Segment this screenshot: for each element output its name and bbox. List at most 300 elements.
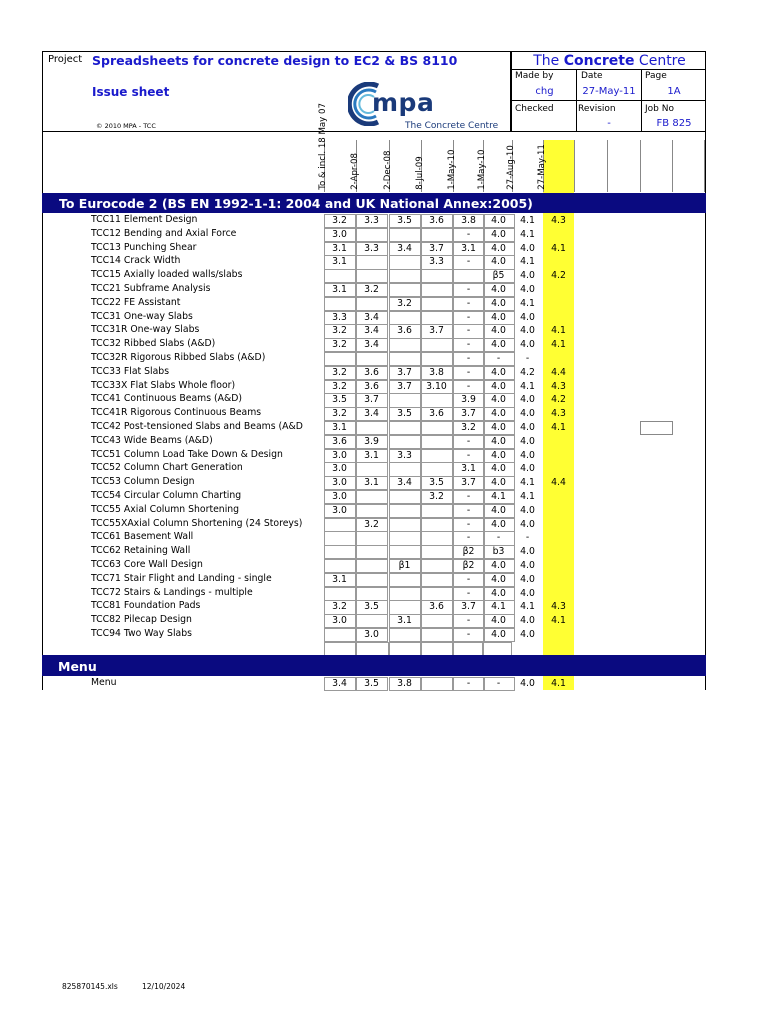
cell-value: 3.3	[332, 311, 347, 323]
row-label: TCC32R Rigorous Ribbed Slabs (A&D)	[91, 352, 266, 363]
column-header-text: 1-May-10	[447, 149, 458, 190]
logo-caption: The Concrete Centre	[405, 121, 499, 131]
cell-value: 4.0	[491, 449, 506, 461]
cell-value: 4.0	[491, 463, 506, 475]
column-header	[506, 140, 536, 192]
table-cell	[324, 642, 356, 656]
table-cell	[324, 628, 356, 642]
table-right-border	[705, 132, 706, 690]
cell-value: 4.0	[520, 678, 535, 689]
cell-value: 4.0	[491, 325, 506, 337]
table-cell	[421, 614, 453, 628]
cell-value: 3.2	[364, 518, 379, 530]
column-header	[477, 140, 507, 192]
cell-value: 4.1	[520, 491, 535, 502]
cell-value: 4.0	[520, 435, 535, 447]
cell-value: -	[466, 491, 471, 502]
made-by-label: Made by	[515, 71, 554, 81]
section-band-menu: Menu	[42, 655, 706, 676]
row-label: TCC22 FE Assistant	[91, 296, 181, 308]
cell-value: 3.0	[332, 504, 347, 516]
cell-value: 4.0	[520, 504, 535, 516]
table-cell	[421, 421, 453, 435]
table-cell	[389, 545, 421, 559]
cell-value: 4.0	[491, 587, 506, 599]
table-cell	[324, 587, 356, 601]
cell-value: -	[466, 311, 471, 323]
cell-value: β2	[462, 546, 475, 558]
cell-value: 4.0	[520, 311, 535, 323]
table-cell	[356, 573, 388, 587]
table-cell	[389, 531, 421, 545]
column-header	[350, 140, 380, 192]
table-cell	[421, 283, 453, 297]
column-rule	[704, 140, 705, 192]
table-cell	[421, 297, 453, 311]
table-cell	[421, 311, 453, 325]
cell-value: 3.2	[397, 297, 412, 309]
row-label: TCC71 Stair Flight and Landing - single	[91, 572, 272, 584]
cell-value: 3.0	[332, 615, 347, 627]
table-cell	[389, 255, 421, 269]
cell-value: 3.1	[332, 573, 347, 585]
cell-value: 4.4	[551, 366, 566, 378]
row-label: TCC32 Ribbed Slabs (A&D)	[91, 338, 216, 350]
cell-value: 3.7	[461, 408, 476, 420]
cell-value: -	[466, 339, 471, 351]
table-cell	[324, 545, 356, 559]
table-cell	[421, 269, 453, 283]
table-cell	[389, 311, 421, 325]
row-label: TCC42 Post-tensioned Slabs and Beams (A&D	[91, 421, 303, 432]
column-header-text: 8-Jul-09	[415, 156, 426, 190]
cell-value: 3.7	[397, 380, 412, 392]
cell-value: -	[466, 504, 471, 516]
cell-value: 3.6	[332, 435, 347, 447]
cell-value: -	[496, 678, 501, 689]
cell-value: -	[466, 366, 471, 378]
job-label: Job No	[645, 104, 674, 114]
cell-value: 4.0	[491, 242, 506, 254]
row-label: TCC63 Core Wall Design	[91, 559, 203, 570]
table-cell	[389, 393, 421, 407]
table-cell	[389, 587, 421, 601]
copyright: © 2010 MPA - TCC	[96, 122, 156, 130]
column-rule	[672, 140, 673, 192]
cell-value: -	[496, 532, 501, 544]
column-rule	[607, 140, 608, 192]
table-cell	[421, 338, 453, 352]
cell-value: 3.3	[397, 449, 412, 461]
cell-value: 4.3	[551, 408, 566, 420]
table-cell	[356, 559, 388, 573]
cell-value: -	[466, 256, 471, 268]
table-cell	[356, 255, 388, 269]
table-cell	[421, 228, 453, 242]
cell-value: 4.0	[520, 325, 535, 337]
cell-value: 3.5	[364, 678, 379, 689]
cell-value: -	[496, 353, 501, 364]
cell-value: 4.0	[520, 422, 535, 433]
row-label: TCC43 Wide Beams (A&D)	[91, 434, 213, 446]
cell-value: -	[466, 615, 471, 627]
cell-value: 4.0	[491, 573, 506, 585]
table-cell	[356, 642, 389, 656]
column-header	[383, 140, 413, 192]
cell-value: 3.4	[364, 408, 379, 420]
cell-value: 4.0	[491, 504, 506, 516]
table-cell	[389, 435, 421, 449]
cell-value: 3.2	[332, 366, 347, 378]
cell-value: 3.2	[364, 284, 379, 295]
cell-value: 4.0	[491, 408, 506, 420]
table-cell	[389, 462, 421, 476]
cell-value: 3.7	[461, 477, 476, 489]
cell-value: 3.6	[364, 366, 379, 378]
cell-value: 4.0	[491, 256, 506, 268]
cell-value: 3.0	[332, 491, 347, 502]
cell-value: -	[466, 353, 471, 364]
date-label: Date	[581, 71, 603, 81]
row-label: TCC51 Column Load Take Down & Design	[91, 448, 283, 460]
cell-value: 4.1	[520, 215, 535, 226]
cell-value: 3.1	[332, 256, 347, 268]
footer-filename: 825870145.xls	[62, 982, 118, 991]
cell-value: 4.0	[520, 408, 535, 420]
cell-value: 3.7	[364, 394, 379, 406]
cell-value: 3.6	[429, 601, 444, 613]
cell-value: 3.2	[332, 408, 347, 420]
table-cell	[324, 269, 356, 283]
row-label: TCC72 Stairs & Landings - multiple	[91, 586, 253, 598]
cell-value: 4.0	[491, 297, 506, 309]
table-cell	[389, 518, 421, 532]
cell-value: 3.6	[429, 408, 444, 420]
cell-value: 3.10	[426, 380, 447, 392]
row-label: TCC13 Punching Shear	[91, 241, 197, 253]
table-cell	[324, 352, 356, 366]
table-cell	[356, 545, 388, 559]
table-cell	[389, 642, 421, 656]
row-label: TCC82 Pilecap Design	[91, 614, 192, 626]
cell-value: 3.2	[332, 380, 347, 392]
cell-value: 3.6	[364, 380, 379, 392]
table-cell	[389, 269, 421, 283]
cell-value: 4.0	[520, 339, 535, 351]
cell-value: 3.4	[364, 339, 379, 351]
cell-value: 4.0	[520, 449, 535, 461]
cell-value: 3.5	[364, 601, 379, 613]
row-label: Menu	[91, 677, 117, 688]
cell-value: -	[466, 228, 471, 240]
row-label: TCC21 Subframe Analysis	[91, 283, 211, 294]
cell-value: 3.0	[332, 449, 347, 461]
cell-value: 4.0	[520, 242, 535, 254]
cell-value: 3.4	[364, 311, 379, 323]
cell-value: 4.0	[520, 615, 535, 627]
project-label: Project	[48, 54, 83, 65]
row-label: TCC94 Two Way Slabs	[91, 628, 192, 639]
cell-value: 4.0	[491, 228, 506, 240]
cell-value: 4.0	[491, 422, 506, 433]
cell-value: 4.1	[520, 380, 535, 392]
brand-title: The Concrete Centre	[533, 53, 686, 69]
cell-value: 4.0	[491, 518, 506, 530]
checked-label: Checked	[515, 104, 554, 114]
table-cell	[389, 628, 421, 642]
cell-value: 3.7	[397, 366, 412, 378]
cell-value: 3.3	[364, 242, 379, 254]
cell-value: 3.7	[461, 601, 476, 613]
job-value: FB 825	[656, 118, 692, 129]
table-cell	[421, 435, 453, 449]
table-cell	[421, 449, 453, 463]
cell-value: 4.3	[551, 601, 566, 613]
cell-value: 3.0	[364, 629, 379, 640]
row-label: TCC41 Continuous Beams (A&D)	[91, 393, 243, 405]
cell-value: -	[466, 573, 471, 585]
cell-value: 4.0	[491, 394, 506, 406]
table-cell	[421, 642, 453, 656]
table-cell	[356, 228, 388, 242]
row-label: TCC55XAxial Column Shortening (24 Storeys)	[91, 517, 303, 529]
cell-value: -	[466, 587, 471, 599]
table-cell	[356, 421, 388, 435]
table-cell	[421, 352, 453, 366]
table-cell	[389, 504, 421, 518]
table-cell	[324, 518, 356, 532]
cell-value: 4.2	[520, 366, 535, 378]
page-value: 1A	[667, 86, 681, 97]
column-header	[537, 140, 567, 192]
cell-value: 4.0	[491, 366, 506, 378]
column-header-text: 2-Apr-08	[350, 153, 361, 190]
cell-value: 3.6	[429, 215, 444, 226]
date-value: 27-May-11	[582, 86, 636, 97]
cell-value: 4.1	[491, 491, 506, 502]
cell-value: 3.2	[332, 339, 347, 351]
cell-value: 4.0	[520, 546, 535, 558]
cell-value: -	[466, 435, 471, 447]
header-rule	[511, 69, 706, 70]
cell-value: 3.7	[429, 242, 444, 254]
row-label: TCC33 Flat Slabs	[91, 365, 170, 377]
empty-input-box[interactable]	[640, 421, 673, 435]
revision-value: -	[607, 118, 611, 129]
cell-value: 4.2	[551, 394, 566, 406]
table-cell	[421, 573, 453, 587]
cell-value: 3.1	[461, 242, 476, 254]
cell-value: 3.4	[397, 477, 412, 489]
cell-value: 4.0	[520, 394, 535, 406]
table-cell	[324, 297, 356, 311]
cell-value: 4.0	[491, 560, 506, 571]
table-cell	[421, 531, 453, 545]
cell-value: 4.3	[551, 215, 566, 226]
table-cell	[453, 269, 485, 283]
cell-value: 4.0	[520, 629, 535, 640]
cell-value: 3.8	[397, 678, 412, 689]
cell-value: 3.2	[332, 601, 347, 613]
column-header-text: 2-Dec-08	[383, 150, 394, 190]
cell-value: 4.1	[520, 601, 535, 613]
table-cell	[453, 642, 483, 656]
cell-value: 3.1	[461, 463, 476, 475]
row-label: TCC55 Axial Column Shortening	[91, 503, 240, 515]
cell-value: -	[525, 353, 530, 364]
row-label: TCC61 Basement Wall	[91, 531, 194, 543]
row-label: TCC81 Foundation Pads	[91, 600, 201, 612]
header-divider	[510, 51, 512, 132]
cell-value: 4.0	[491, 615, 506, 627]
section-band-ec2: To Eurocode 2 (BS EN 1992-1-1: 2004 and UK National Annex:2005)	[42, 193, 706, 213]
cell-value: 4.0	[491, 284, 506, 295]
cell-value: 3.0	[332, 228, 347, 240]
cell-value: 3.4	[397, 242, 412, 254]
cell-value: 4.1	[551, 678, 566, 689]
cell-value: 3.0	[332, 477, 347, 489]
cell-value: 3.6	[397, 325, 412, 337]
cell-value: 4.1	[520, 228, 535, 240]
table-cell	[356, 587, 388, 601]
column-header-text: 27-Aug-10	[506, 145, 517, 190]
table-cell	[389, 228, 421, 242]
cell-value: 3.9	[461, 394, 476, 406]
cell-value: 4.0	[520, 463, 535, 475]
cell-value: 4.0	[520, 560, 535, 571]
cell-value: 3.3	[364, 215, 379, 226]
cell-value: 4.1	[551, 615, 566, 627]
cell-value: 4.0	[520, 518, 535, 530]
cell-value: 3.8	[429, 366, 444, 378]
row-label: TCC54 Circular Column Charting	[91, 490, 242, 501]
table-cell	[389, 283, 421, 297]
cell-value: 3.8	[461, 215, 476, 226]
row-label: TCC15 Axially loaded walls/slabs	[91, 269, 243, 281]
table-cell	[389, 573, 421, 587]
cell-value: 3.5	[397, 215, 412, 226]
header-rule	[511, 100, 706, 101]
cell-value: -	[466, 284, 471, 295]
cell-value: 3.1	[332, 422, 347, 433]
table-cell	[421, 462, 453, 476]
table-cell	[483, 642, 512, 656]
made-by-value: chg	[535, 86, 554, 97]
row-label: TCC12 Bending and Axial Force	[91, 227, 237, 239]
project-title: Spreadsheets for concrete design to EC2 & BS 8110	[92, 53, 458, 68]
issue-sheet-title: Issue sheet	[92, 85, 170, 99]
table-cell	[356, 269, 388, 283]
table-cell	[356, 462, 388, 476]
table-cell	[389, 338, 421, 352]
cell-value: -	[466, 532, 471, 544]
table-cell	[421, 559, 453, 573]
table-cell	[421, 504, 453, 518]
cell-value: -	[466, 380, 471, 392]
cell-value: 3.7	[429, 325, 444, 337]
cell-value: 4.1	[520, 477, 535, 489]
cell-value: 3.0	[332, 463, 347, 475]
footer-date: 12/10/2024	[142, 982, 186, 991]
table-cell	[389, 352, 421, 366]
logo-mpa-text: mpa	[372, 88, 435, 117]
cell-value: -	[466, 297, 471, 309]
row-label: TCC14 Crack Width	[91, 255, 181, 267]
cell-value: 4.2	[551, 270, 566, 282]
cell-value: 4.0	[491, 215, 506, 226]
table-cell	[356, 297, 388, 311]
cell-value: 4.0	[491, 339, 506, 351]
column-header	[318, 103, 348, 192]
cell-value: 4.3	[551, 380, 566, 392]
table-left-border	[42, 132, 43, 690]
table-cell	[421, 677, 453, 691]
table-cell	[356, 490, 388, 504]
cell-value: 3.2	[429, 491, 444, 502]
column-header	[447, 140, 477, 192]
table-cell	[389, 600, 421, 614]
cell-value: 3.4	[332, 678, 347, 689]
cell-value: 3.9	[364, 435, 379, 447]
cell-value: 4.1	[520, 256, 535, 268]
row-label: TCC62 Retaining Wall	[91, 545, 191, 557]
cell-value: 4.0	[520, 573, 535, 585]
cell-value: 3.5	[332, 394, 347, 406]
cell-value: 4.1	[520, 297, 535, 309]
table-cell	[389, 421, 421, 435]
table-cell	[356, 614, 388, 628]
cell-value: 4.0	[491, 629, 506, 640]
table-cell	[324, 559, 356, 573]
row-label: TCC33X Flat Slabs Whole floor)	[91, 379, 236, 391]
cell-value: 3.1	[332, 284, 347, 295]
cell-value: 3.4	[364, 325, 379, 337]
cell-value: -	[466, 449, 471, 461]
cell-value: 4.1	[551, 325, 566, 337]
table-cell	[421, 518, 453, 532]
page-label: Page	[645, 71, 667, 81]
cell-value: 3.1	[332, 242, 347, 254]
row-label: TCC31 One-way Slabs	[91, 310, 193, 322]
table-cell	[421, 587, 453, 601]
cell-value: 3.5	[397, 408, 412, 420]
cell-value: β1	[398, 560, 411, 571]
cell-value: b3	[492, 546, 505, 558]
row-label: TCC53 Column Design	[91, 476, 195, 488]
row-label: TCC52 Column Chart Generation	[91, 462, 243, 474]
column-rule	[574, 140, 575, 192]
cell-value: 3.1	[364, 477, 379, 489]
column-header-text: 1-May-10	[477, 149, 488, 190]
cell-value: -	[466, 325, 471, 337]
table-cell	[421, 628, 453, 642]
cell-value: 3.2	[332, 325, 347, 337]
row-label: TCC11 Element Design	[91, 214, 198, 225]
cell-value: 3.3	[429, 256, 444, 268]
row-label: TCC41R Rigorous Continuous Beams	[91, 407, 262, 419]
column-header-text: 27-May-11	[537, 144, 548, 190]
cell-value: 4.1	[551, 339, 566, 351]
table-cell	[356, 352, 388, 366]
column-header-text: To & incl. 18 May 07	[318, 103, 329, 190]
cell-value: 4.0	[520, 284, 535, 295]
cell-value: 3.2	[332, 215, 347, 226]
table-cell	[356, 531, 388, 545]
cell-value: -	[525, 532, 530, 544]
cell-value: 4.4	[551, 477, 566, 489]
cell-value: 3.2	[461, 422, 476, 433]
cell-value: 4.1	[491, 601, 506, 613]
